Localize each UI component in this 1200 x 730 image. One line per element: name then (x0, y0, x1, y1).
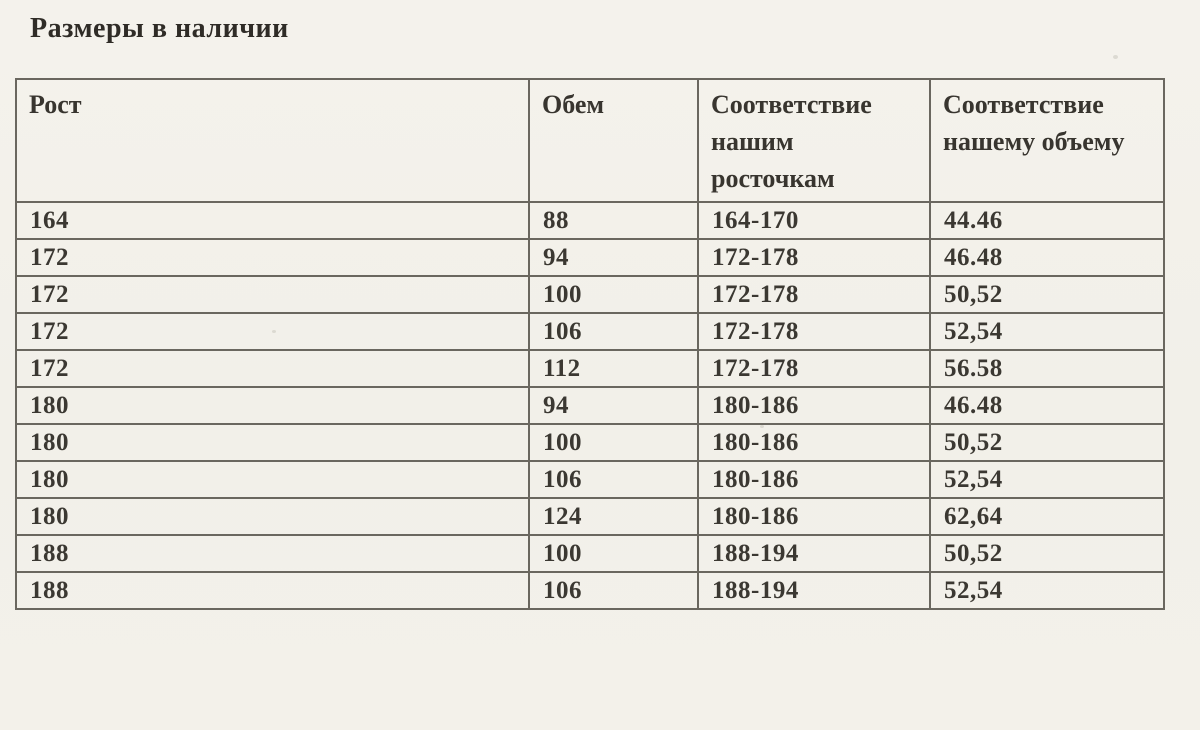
table-cell: 180 (16, 498, 529, 535)
table-cell: 52,54 (930, 461, 1164, 498)
table-cell: 172 (16, 239, 529, 276)
table-body (16, 202, 1164, 609)
table-row (16, 276, 1164, 313)
column-header-volume-match: Соответствие нашему объему (930, 79, 1164, 202)
table-cell: 172-178 (698, 313, 930, 350)
table-row (16, 461, 1164, 498)
table-cell: 100 (529, 424, 698, 461)
table-cell: 188-194 (698, 535, 930, 572)
table-cell: 106 (529, 313, 698, 350)
table-cell: 44.46 (930, 202, 1164, 239)
table-row (16, 202, 1164, 239)
table-cell: 94 (529, 387, 698, 424)
table-cell: 52,54 (930, 572, 1164, 609)
table-cell: 188 (16, 535, 529, 572)
table-row (16, 387, 1164, 424)
table-cell: 164 (16, 202, 529, 239)
table-cell: 46.48 (930, 387, 1164, 424)
table-row (16, 572, 1164, 609)
table-cell: 180 (16, 387, 529, 424)
table-row (16, 535, 1164, 572)
table-cell: 180 (16, 424, 529, 461)
table-cell: 180-186 (698, 461, 930, 498)
table-cell: 88 (529, 202, 698, 239)
table-cell: 172-178 (698, 239, 930, 276)
table-cell: 100 (529, 535, 698, 572)
table-cell: 106 (529, 572, 698, 609)
table-header-row (16, 79, 1164, 202)
table-header (16, 79, 1164, 202)
column-header-height-match: Соответствие нашим росточкам (698, 79, 930, 202)
table-cell: 112 (529, 350, 698, 387)
column-header-girth: Обем (529, 79, 698, 202)
scan-speck (1113, 55, 1118, 59)
table-row (16, 498, 1164, 535)
scan-speck (760, 425, 764, 428)
table-cell: 94 (529, 239, 698, 276)
table-cell: 50,52 (930, 535, 1164, 572)
table-cell: 172 (16, 276, 529, 313)
table-cell: 180-186 (698, 424, 930, 461)
table-row (16, 313, 1164, 350)
table-cell: 172-178 (698, 350, 930, 387)
table-cell: 100 (529, 276, 698, 313)
table-cell: 56.58 (930, 350, 1164, 387)
table-cell: 50,52 (930, 424, 1164, 461)
table-cell: 46.48 (930, 239, 1164, 276)
table-row (16, 350, 1164, 387)
table-cell: 124 (529, 498, 698, 535)
table-cell: 188-194 (698, 572, 930, 609)
scan-speck (272, 330, 276, 333)
page-title: Размеры в наличии (30, 13, 289, 44)
table-cell: 62,64 (930, 498, 1164, 535)
table-cell: 50,52 (930, 276, 1164, 313)
sizes-table (15, 78, 1165, 610)
column-header-height: Рост (16, 79, 529, 202)
table-row (16, 239, 1164, 276)
table-cell: 180-186 (698, 498, 930, 535)
table-cell: 180 (16, 461, 529, 498)
table-cell: 164-170 (698, 202, 930, 239)
table-cell: 172-178 (698, 276, 930, 313)
table-cell: 188 (16, 572, 529, 609)
table-cell: 106 (529, 461, 698, 498)
table-cell: 172 (16, 313, 529, 350)
table-cell: 52,54 (930, 313, 1164, 350)
table-cell: 180-186 (698, 387, 930, 424)
table-cell: 172 (16, 350, 529, 387)
table-row (16, 424, 1164, 461)
